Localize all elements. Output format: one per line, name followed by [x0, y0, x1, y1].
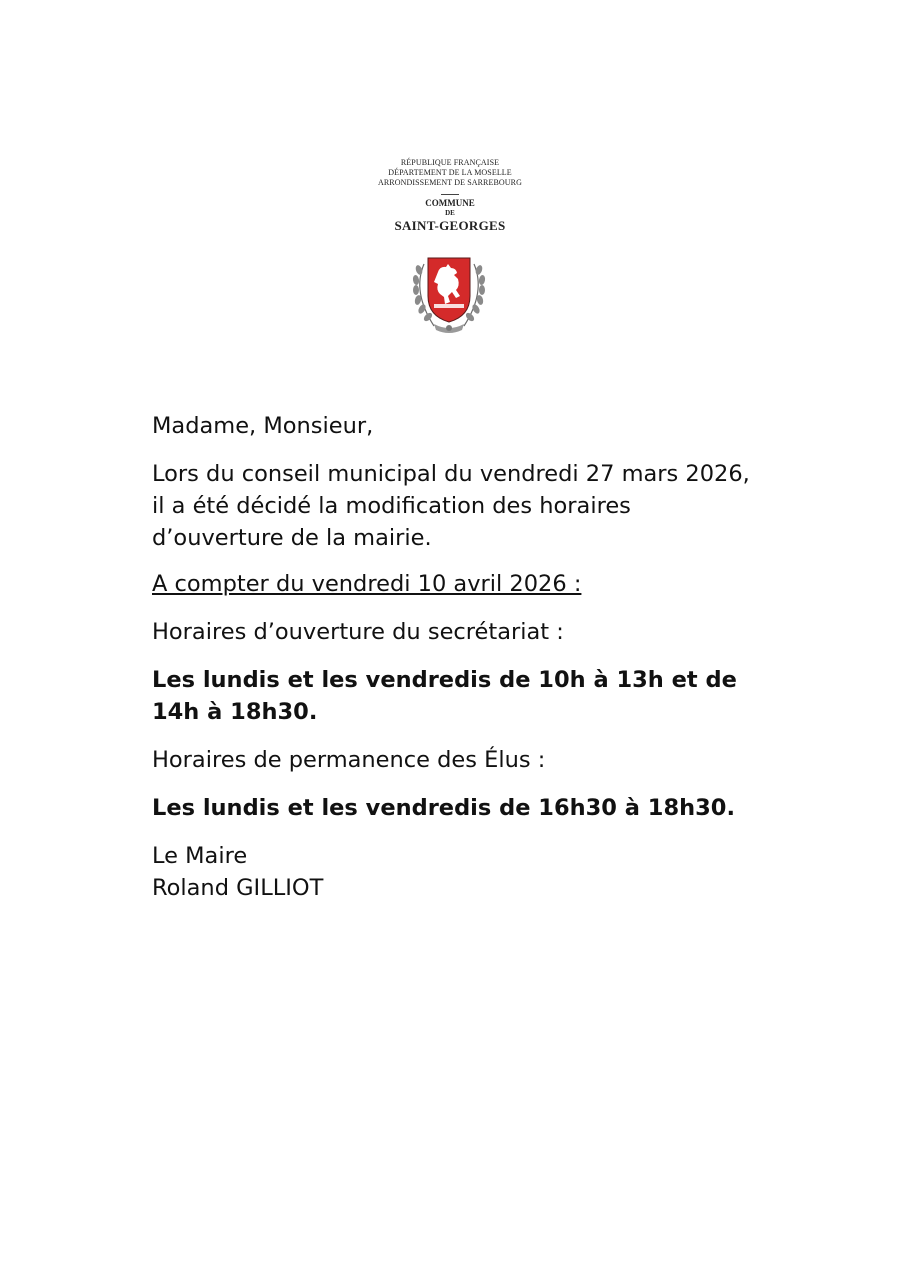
- secretariat-hours-label: Horaires d’ouverture du secrétariat :: [152, 619, 564, 645]
- letterhead-divider: [441, 194, 459, 195]
- signature-block: [152, 840, 792, 904]
- effective-date: A compter du vendredi 10 avril 2026 :: [152, 571, 582, 597]
- letterhead-arrondissement: ARRONDISSEMENT DE SARREBOURG: [377, 178, 522, 187]
- letter-body: [152, 410, 792, 904]
- intro-line-3: d’ouverture de la mairie.: [152, 525, 432, 551]
- signature-name: Roland GILLIOT: [152, 875, 324, 901]
- letterhead-republic: RÉPUBLIQUE FRANÇAISE: [400, 158, 500, 167]
- letterhead: [350, 158, 550, 234]
- intro-line-2: il a été décidé la modification des horaires: [152, 493, 631, 519]
- intro-paragraph: [152, 458, 792, 554]
- elus-hours-label: Horaires de permanence des Élus :: [152, 747, 546, 773]
- signature-title: Le Maire: [152, 843, 248, 869]
- salutation: Madame, Monsieur,: [152, 413, 374, 439]
- letterhead-department: DÉPARTEMENT DE LA MOSELLE: [388, 168, 512, 177]
- intro-line-1: Lors du conseil municipal du vendredi 27 mars 2026,: [152, 461, 750, 487]
- secretariat-hours: Les lundis et les vendredis de 10h à 13h et de 14h à 18h30.: [152, 667, 737, 725]
- letterhead-de: DE: [445, 209, 455, 217]
- coat-of-arms-icon: [404, 252, 494, 336]
- elus-hours: Les lundis et les vendredis de 16h30 à 18h30.: [152, 795, 735, 821]
- letterhead-town-name: SAINT-GEORGES: [394, 218, 506, 233]
- letterhead-commune: COMMUNE: [425, 198, 475, 208]
